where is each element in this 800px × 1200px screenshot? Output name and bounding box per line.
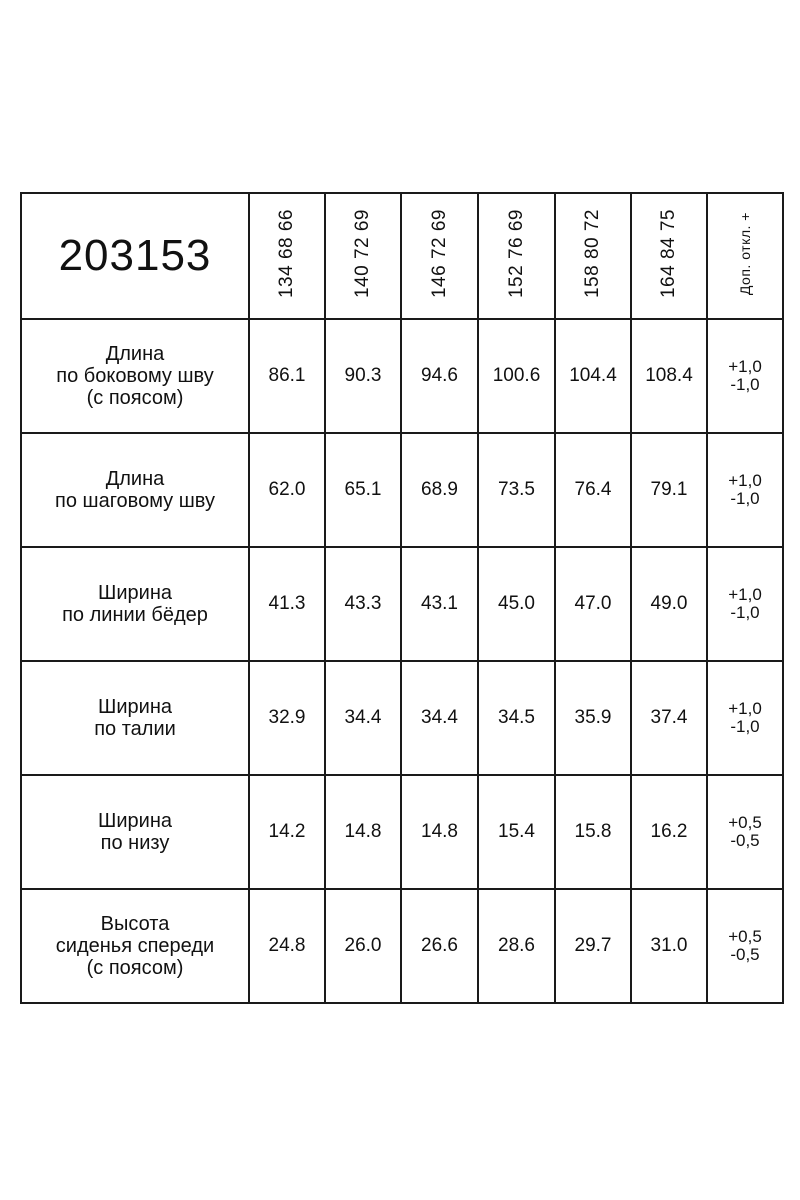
tolerance-line: -0,5 <box>730 831 760 850</box>
measurement-label <box>21 661 249 775</box>
measurement-value: 26.0 <box>325 889 401 1003</box>
size-header: 140 72 69 <box>352 208 373 299</box>
measurement-value: 31.0 <box>631 889 707 1003</box>
size-header: 164 84 75 <box>658 208 679 299</box>
measurement-value: 41.3 <box>249 547 325 661</box>
size-header-cell <box>325 193 401 319</box>
measurement-label-line: Ширина <box>98 810 172 832</box>
tolerance-line: -1,0 <box>730 375 760 394</box>
tolerance-line: +1,0 <box>728 357 762 376</box>
size-header-cell <box>478 193 555 319</box>
measurement-value: 45.0 <box>478 547 555 661</box>
measurement-value: 94.6 <box>401 319 478 433</box>
measurement-label <box>21 889 249 1003</box>
measurement-value: 26.6 <box>401 889 478 1003</box>
header-row <box>21 193 783 319</box>
measurement-value: 73.5 <box>478 433 555 547</box>
measurement-value: 47.0 <box>555 547 631 661</box>
size-header: 134 68 66 <box>276 208 297 299</box>
size-header-cell <box>555 193 631 319</box>
tolerance-line: -0,5 <box>730 945 760 964</box>
tolerance-value <box>707 547 783 661</box>
tolerance-line: +1,0 <box>728 585 762 604</box>
measurement-value: 68.9 <box>401 433 478 547</box>
measurement-label-line: Ширина <box>98 696 172 718</box>
measurement-label <box>21 775 249 889</box>
measurement-label <box>21 547 249 661</box>
tolerance-header: Доп. откл. + <box>737 211 753 296</box>
size-chart-table <box>20 192 784 1004</box>
tolerance-value <box>707 319 783 433</box>
measurement-value: 34.4 <box>401 661 478 775</box>
article-number: 203153 <box>21 193 249 319</box>
measurement-value: 65.1 <box>325 433 401 547</box>
measurement-label-line: (с поясом) <box>86 387 184 409</box>
measurement-value: 86.1 <box>249 319 325 433</box>
tolerance-value <box>707 889 783 1003</box>
measurement-label-line: (с поясом) <box>86 957 184 979</box>
measurement-value: 14.8 <box>325 775 401 889</box>
size-header: 158 80 72 <box>582 208 603 299</box>
size-header: 152 76 69 <box>505 208 527 299</box>
table-row <box>21 889 783 1003</box>
table-row <box>21 433 783 547</box>
size-header: 146 72 69 <box>428 208 450 299</box>
size-header-cell <box>249 193 325 319</box>
tolerance-line: -1,0 <box>730 603 760 622</box>
measurement-value: 43.3 <box>325 547 401 661</box>
measurement-label-line: Длина <box>105 468 165 490</box>
measurement-label-line: Высота <box>100 913 170 935</box>
tolerance-line: -1,0 <box>730 717 760 736</box>
measurement-value: 29.7 <box>555 889 631 1003</box>
tolerance-line: +0,5 <box>728 813 762 832</box>
measurement-value: 14.8 <box>401 775 478 889</box>
measurement-label-line: Длина <box>105 343 165 365</box>
measurement-label-line: по боковому шву <box>56 365 214 387</box>
measurement-value: 76.4 <box>555 433 631 547</box>
tolerance-value <box>707 661 783 775</box>
measurement-label <box>21 433 249 547</box>
tolerance-header-cell <box>707 193 783 319</box>
table-row <box>21 547 783 661</box>
tolerance-line: -1,0 <box>730 489 760 508</box>
size-header-cell <box>631 193 707 319</box>
measurement-value: 100.6 <box>478 319 555 433</box>
measurement-value: 79.1 <box>631 433 707 547</box>
measurement-value: 62.0 <box>249 433 325 547</box>
measurement-value: 90.3 <box>325 319 401 433</box>
measurement-value: 16.2 <box>631 775 707 889</box>
measurement-value: 43.1 <box>401 547 478 661</box>
measurement-value: 15.4 <box>478 775 555 889</box>
measurement-value: 34.4 <box>325 661 401 775</box>
size-header-cell <box>401 193 478 319</box>
table-row <box>21 661 783 775</box>
measurement-label-line: по шаговому шву <box>55 490 215 512</box>
measurement-label-line: по талии <box>94 718 176 740</box>
measurement-value: 34.5 <box>478 661 555 775</box>
table-row <box>21 319 783 433</box>
measurement-value: 35.9 <box>555 661 631 775</box>
tolerance-line: +1,0 <box>728 699 762 718</box>
table-row <box>21 775 783 889</box>
measurement-value: 104.4 <box>555 319 631 433</box>
tolerance-value <box>707 775 783 889</box>
measurement-label-line: Ширина <box>98 582 172 604</box>
measurement-value: 49.0 <box>631 547 707 661</box>
measurement-value: 24.8 <box>249 889 325 1003</box>
measurement-value: 15.8 <box>555 775 631 889</box>
tolerance-line: +1,0 <box>728 471 762 490</box>
measurement-label-line: по низу <box>100 832 170 854</box>
measurement-value: 32.9 <box>249 661 325 775</box>
measurement-label-line: по линии бёдер <box>62 604 208 626</box>
tolerance-line: +0,5 <box>728 927 762 946</box>
measurement-label <box>21 319 249 433</box>
tolerance-value <box>707 433 783 547</box>
measurement-value: 37.4 <box>631 661 707 775</box>
measurement-value: 108.4 <box>631 319 707 433</box>
measurement-label-line: сиденья спереди <box>55 935 215 957</box>
measurement-value: 28.6 <box>478 889 555 1003</box>
measurement-value: 14.2 <box>249 775 325 889</box>
